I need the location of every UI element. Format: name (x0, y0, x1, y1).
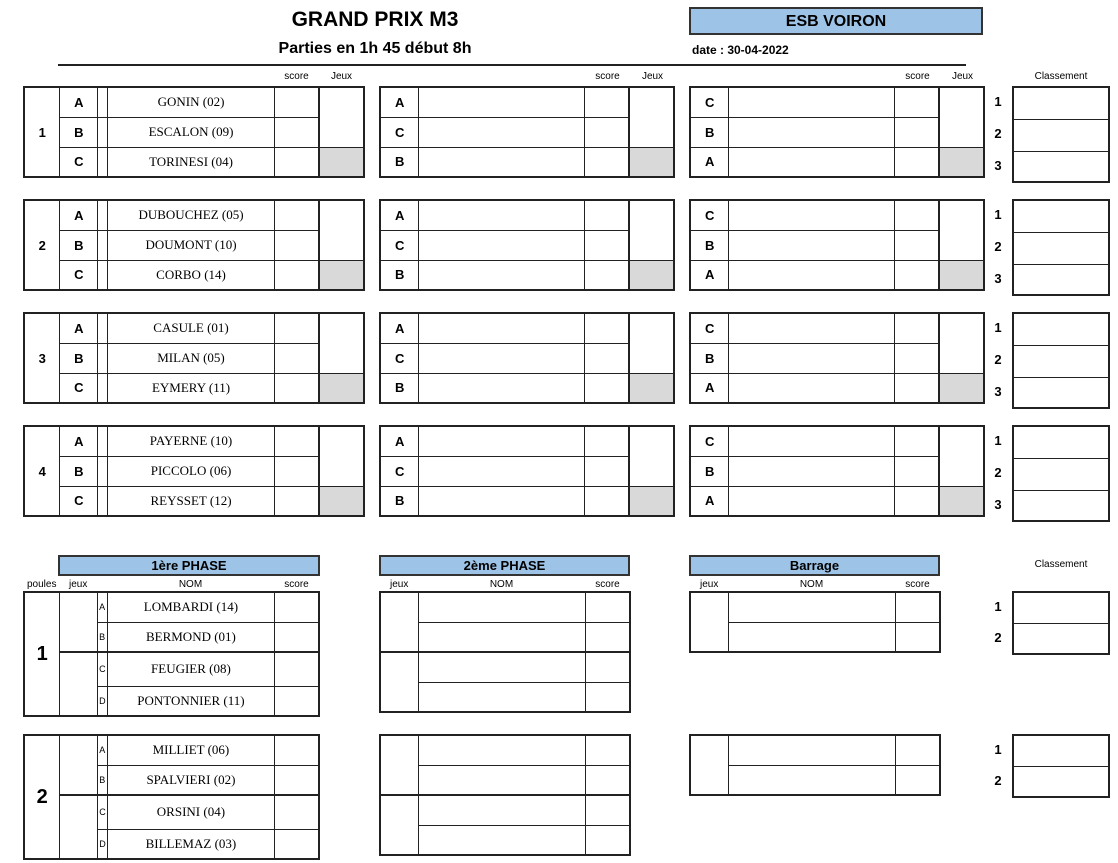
score-cell[interactable] (274, 735, 319, 765)
name-cell[interactable] (729, 486, 895, 516)
jeux-cell[interactable] (319, 313, 364, 373)
jeux-cell[interactable] (60, 652, 98, 716)
name-cell[interactable] (419, 426, 585, 456)
mark-cell[interactable] (98, 147, 108, 177)
score-cell[interactable] (274, 200, 319, 230)
mark-cell[interactable] (98, 260, 108, 290)
group-2-round-2 (379, 199, 675, 291)
jeux-cell[interactable] (380, 795, 419, 855)
score-cell[interactable] (585, 373, 630, 403)
group-4-round-1 (23, 425, 365, 517)
player-name: MILLIET (06) (108, 735, 275, 765)
score-cell[interactable] (585, 765, 630, 795)
group-2-round-3 (689, 199, 985, 291)
name-cell[interactable] (419, 735, 585, 765)
jeux-cell[interactable] (690, 735, 729, 795)
mark-cell[interactable] (98, 200, 108, 230)
jeux-cell[interactable] (60, 735, 98, 795)
score-cell[interactable] (895, 426, 940, 456)
player-letter: C (60, 260, 98, 290)
group-2-round-1 (23, 199, 365, 291)
name-cell[interactable] (729, 343, 895, 373)
group-4-round-3 (689, 425, 985, 517)
score-cell[interactable] (274, 230, 319, 260)
jeux-shaded-cell (939, 373, 984, 403)
player-name: BERMOND (01) (108, 622, 275, 652)
player-name: EYMERY (11) (108, 373, 275, 403)
rank-slot[interactable] (1014, 378, 1108, 407)
score-label: score (905, 579, 930, 590)
player-name: BILLEMAZ (03) (108, 829, 275, 859)
rank-slot[interactable] (1014, 736, 1108, 767)
name-cell[interactable] (419, 313, 585, 343)
player-letter: B (60, 117, 98, 147)
player-letter: A (380, 426, 419, 456)
score-cell[interactable] (895, 117, 940, 147)
rank-number: 2 (994, 239, 1002, 254)
player-letter: C (98, 652, 108, 686)
score-cell[interactable] (585, 147, 630, 177)
final-pool-1-phase-1 (23, 591, 320, 717)
score-cell[interactable] (274, 373, 319, 403)
group-3-round-1 (23, 312, 365, 404)
player-letter: C (690, 426, 729, 456)
final-rank-number: 2 (994, 630, 1002, 645)
name-cell[interactable] (729, 200, 895, 230)
score-cell[interactable] (274, 426, 319, 456)
jeux-shaded-cell (939, 147, 984, 177)
jeux-cell[interactable] (380, 652, 419, 712)
barrage-header: Barrage (689, 555, 940, 576)
player-name: SPALVIERI (02) (108, 765, 275, 795)
score-cell[interactable] (585, 313, 630, 343)
poules-label: poules (27, 579, 57, 590)
rank-slot[interactable] (1014, 88, 1108, 120)
score-cell[interactable] (274, 343, 319, 373)
player-letter: A (98, 735, 108, 765)
score-cell[interactable] (585, 652, 630, 682)
rank-number: 1 (994, 94, 1002, 109)
score-label: score (284, 579, 309, 590)
jeux-cell[interactable] (60, 795, 98, 859)
phase-2-header: 2ème PHASE (379, 555, 630, 576)
score-cell[interactable] (895, 147, 940, 177)
jeux-shaded-cell (319, 373, 364, 403)
final-rank-number: 1 (994, 742, 1002, 757)
mark-cell[interactable] (98, 456, 108, 486)
jeux-shaded-cell (629, 147, 674, 177)
player-name: GONIN (02) (108, 87, 275, 117)
club-banner: ESB VOIRON (689, 7, 983, 35)
jeux-shaded-cell (939, 486, 984, 516)
rank-slot[interactable] (1014, 346, 1108, 378)
player-letter: B (98, 765, 108, 795)
jeux-shaded-cell (319, 147, 364, 177)
rank-slot[interactable] (1014, 314, 1108, 346)
score-cell[interactable] (274, 117, 319, 147)
jeux-cell[interactable] (380, 592, 419, 652)
score-cell[interactable] (585, 426, 630, 456)
name-cell[interactable] (419, 147, 585, 177)
player-letter: D (98, 686, 108, 716)
rank-slot[interactable] (1014, 459, 1108, 491)
player-letter: B (690, 343, 729, 373)
group-3-round-3 (689, 312, 985, 404)
player-letter: A (60, 87, 98, 117)
final-pool-2-ranking-box (1012, 734, 1110, 798)
rank-number: 2 (994, 126, 1002, 141)
jeux-shaded-cell (629, 373, 674, 403)
player-letter: B (60, 343, 98, 373)
jeux-shaded-cell (939, 260, 984, 290)
score-cell[interactable] (585, 456, 630, 486)
nom-label: NOM (178, 579, 203, 590)
name-cell[interactable] (419, 622, 585, 652)
score-cell[interactable] (585, 87, 630, 117)
player-letter: B (380, 147, 419, 177)
player-letter: C (380, 230, 419, 260)
mark-cell[interactable] (98, 486, 108, 516)
jeux-cell[interactable] (629, 313, 674, 373)
pool-number: 2 (24, 200, 60, 290)
player-name: LOMBARDI (14) (108, 592, 275, 622)
name-cell[interactable] (729, 735, 895, 765)
score-cell[interactable] (895, 456, 940, 486)
rank-slot[interactable] (1014, 624, 1108, 653)
player-name: CORBO (14) (108, 260, 275, 290)
jeux-shaded-cell (629, 260, 674, 290)
rank-slot[interactable] (1014, 120, 1108, 152)
score-cell[interactable] (895, 343, 940, 373)
name-cell[interactable] (729, 622, 895, 652)
mark-cell[interactable] (98, 313, 108, 343)
group-3-ranking-box (1012, 312, 1110, 409)
name-cell[interactable] (419, 343, 585, 373)
score-cell[interactable] (895, 230, 940, 260)
player-letter: B (380, 260, 419, 290)
player-letter: A (690, 260, 729, 290)
name-cell[interactable] (729, 456, 895, 486)
score-cell[interactable] (585, 486, 630, 516)
mark-cell[interactable] (98, 426, 108, 456)
score-cell[interactable] (895, 260, 940, 290)
rank-slot[interactable] (1014, 593, 1108, 624)
pool-number: 3 (24, 313, 60, 403)
player-letter: C (690, 200, 729, 230)
group-4-ranking-box (1012, 425, 1110, 522)
rank-slot[interactable] (1014, 201, 1108, 233)
player-letter: A (60, 313, 98, 343)
player-name: DUBOUCHEZ (05) (108, 200, 275, 230)
jeux-label: jeux (700, 579, 719, 590)
date-label: date : 30-04-2022 (692, 43, 789, 57)
player-letter: B (690, 456, 729, 486)
player-letter: C (98, 795, 108, 829)
phase-1-header: 1ère PHASE (58, 555, 320, 576)
name-cell[interactable] (729, 87, 895, 117)
mark-cell[interactable] (98, 87, 108, 117)
player-letter: B (98, 622, 108, 652)
final-pool-1-barrage (689, 591, 941, 653)
jeux-cell[interactable] (60, 592, 98, 652)
player-name: PONTONNIER (11) (108, 686, 275, 716)
jeux-shaded-cell (319, 486, 364, 516)
score-cell[interactable] (274, 456, 319, 486)
pool-number: 1 (24, 87, 60, 177)
rank-slot[interactable] (1014, 152, 1108, 181)
score-cell[interactable] (895, 486, 940, 516)
player-letter: A (690, 373, 729, 403)
player-name: ESCALON (09) (108, 117, 275, 147)
player-letter: A (380, 200, 419, 230)
player-letter: B (380, 486, 419, 516)
player-name: PAYERNE (10) (108, 426, 275, 456)
jeux-label: jeux (390, 579, 409, 590)
score-cell[interactable] (585, 200, 630, 230)
final-pool-number: 1 (24, 592, 60, 716)
mark-cell[interactable] (98, 373, 108, 403)
final-rank-number: 1 (994, 599, 1002, 614)
name-cell[interactable] (419, 260, 585, 290)
final-pool-2-phase-2 (379, 734, 631, 856)
name-cell[interactable] (729, 313, 895, 343)
jeux-cell[interactable] (629, 87, 674, 147)
group-1-round-2 (379, 86, 675, 178)
score-cell[interactable] (585, 825, 630, 855)
player-letter: C (690, 313, 729, 343)
final-pool-2-phase-1 (23, 734, 320, 860)
player-letter: C (380, 343, 419, 373)
nom-label: NOM (489, 579, 514, 590)
player-letter: A (60, 200, 98, 230)
player-letter: C (60, 486, 98, 516)
rank-number: 1 (994, 207, 1002, 222)
name-cell[interactable] (729, 426, 895, 456)
score-cell[interactable] (585, 117, 630, 147)
classement-label: Classement (1034, 71, 1088, 82)
final-pool-1-phase-2 (379, 591, 631, 713)
group-1-round-3 (689, 86, 985, 178)
jeux-cell[interactable] (380, 735, 419, 795)
score-cell[interactable] (585, 592, 630, 622)
jeux-cell[interactable] (690, 592, 729, 652)
final-pool-2-barrage (689, 734, 941, 796)
rank-number: 3 (994, 497, 1002, 512)
name-cell[interactable] (729, 230, 895, 260)
rank-number: 3 (994, 271, 1002, 286)
name-cell[interactable] (419, 592, 585, 622)
score-cell[interactable] (274, 486, 319, 516)
pool-number: 4 (24, 426, 60, 516)
rank-slot[interactable] (1014, 767, 1108, 796)
final-pool-1-ranking-box (1012, 591, 1110, 655)
score-cell[interactable] (895, 200, 940, 230)
final-rank-number: 2 (994, 773, 1002, 788)
score-col-label-3: score (905, 71, 930, 82)
player-letter: A (380, 313, 419, 343)
name-cell[interactable] (419, 373, 585, 403)
player-name: DOUMONT (10) (108, 230, 275, 260)
rank-number: 1 (994, 433, 1002, 448)
name-cell[interactable] (419, 652, 585, 682)
player-letter: B (690, 230, 729, 260)
group-3-round-2 (379, 312, 675, 404)
score-cell[interactable] (585, 735, 630, 765)
player-letter: C (60, 147, 98, 177)
score-cell[interactable] (585, 795, 630, 825)
score-cell[interactable] (274, 592, 319, 622)
player-name: REYSSET (12) (108, 486, 275, 516)
score-cell[interactable] (585, 343, 630, 373)
name-cell[interactable] (419, 87, 585, 117)
header-divider (58, 64, 966, 66)
score-cell[interactable] (895, 622, 940, 652)
rank-slot[interactable] (1014, 233, 1108, 265)
rank-number: 2 (994, 465, 1002, 480)
score-cell[interactable] (895, 373, 940, 403)
score-cell[interactable] (274, 313, 319, 343)
rank-slot[interactable] (1014, 491, 1108, 520)
jeux-cell[interactable] (319, 426, 364, 486)
player-letter: B (60, 456, 98, 486)
player-name: PICCOLO (06) (108, 456, 275, 486)
score-col-label-2: score (595, 71, 620, 82)
score-cell[interactable] (274, 622, 319, 652)
jeux-shaded-cell (629, 486, 674, 516)
score-cell[interactable] (274, 765, 319, 795)
name-cell[interactable] (419, 795, 585, 825)
rank-number: 1 (994, 320, 1002, 335)
name-cell[interactable] (419, 486, 585, 516)
score-cell[interactable] (274, 686, 319, 716)
rank-slot[interactable] (1014, 427, 1108, 459)
jeux-label: jeux (69, 579, 88, 590)
score-cell[interactable] (895, 313, 940, 343)
group-2-ranking-box (1012, 199, 1110, 296)
group-1-round-1 (23, 86, 365, 178)
player-letter: A (60, 426, 98, 456)
jeux-cell[interactable] (939, 200, 984, 260)
name-cell[interactable] (729, 117, 895, 147)
jeux-shaded-cell (319, 260, 364, 290)
score-cell[interactable] (274, 87, 319, 117)
player-letter: C (690, 87, 729, 117)
name-cell[interactable] (729, 765, 895, 795)
rank-number: 3 (994, 384, 1002, 399)
player-letter: C (380, 456, 419, 486)
player-name: ORSINI (04) (108, 795, 275, 829)
score-cell[interactable] (274, 795, 319, 829)
mark-cell[interactable] (98, 117, 108, 147)
player-letter: C (60, 373, 98, 403)
nom-label: NOM (799, 579, 824, 590)
name-cell[interactable] (419, 765, 585, 795)
jeux-cell[interactable] (939, 313, 984, 373)
player-letter: D (98, 829, 108, 859)
group-4-round-2 (379, 425, 675, 517)
score-cell[interactable] (895, 735, 940, 765)
page-title: GRAND PRIX M3 (291, 8, 459, 31)
score-cell[interactable] (585, 230, 630, 260)
score-cell[interactable] (895, 87, 940, 117)
jeux-cell[interactable] (319, 200, 364, 260)
score-cell[interactable] (895, 592, 940, 622)
page-subtitle: Parties en 1h 45 début 8h (278, 40, 472, 57)
player-name: MILAN (05) (108, 343, 275, 373)
score-label: score (595, 579, 620, 590)
player-name: CASULE (01) (108, 313, 275, 343)
score-cell[interactable] (895, 765, 940, 795)
player-letter: A (98, 592, 108, 622)
jeux-cell[interactable] (629, 426, 674, 486)
player-letter: B (380, 373, 419, 403)
player-letter: A (690, 486, 729, 516)
name-cell[interactable] (729, 147, 895, 177)
name-cell[interactable] (729, 260, 895, 290)
mark-cell[interactable] (98, 230, 108, 260)
player-letter: B (60, 230, 98, 260)
score-cell[interactable] (274, 829, 319, 859)
mark-cell[interactable] (98, 343, 108, 373)
score-cell[interactable] (274, 652, 319, 686)
score-cell[interactable] (585, 682, 630, 712)
name-cell[interactable] (419, 825, 585, 855)
player-letter: B (690, 117, 729, 147)
jeux-col-label-2: Jeux (641, 71, 664, 82)
jeux-col-label-1: Jeux (330, 71, 353, 82)
player-letter: C (380, 117, 419, 147)
name-cell[interactable] (419, 230, 585, 260)
final-pool-number: 2 (24, 735, 60, 859)
jeux-cell[interactable] (939, 426, 984, 486)
player-letter: A (380, 87, 419, 117)
name-cell[interactable] (729, 373, 895, 403)
rank-number: 3 (994, 158, 1002, 173)
score-cell[interactable] (585, 260, 630, 290)
rank-number: 2 (994, 352, 1002, 367)
score-cell[interactable] (585, 622, 630, 652)
name-cell[interactable] (419, 456, 585, 486)
jeux-cell[interactable] (629, 200, 674, 260)
rank-slot[interactable] (1014, 265, 1108, 294)
jeux-col-label-3: Jeux (951, 71, 974, 82)
jeux-cell[interactable] (319, 87, 364, 147)
score-cell[interactable] (274, 260, 319, 290)
final-classement-label: Classement (1034, 559, 1088, 570)
jeux-cell[interactable] (939, 87, 984, 147)
name-cell[interactable] (419, 682, 585, 712)
name-cell[interactable] (729, 592, 895, 622)
name-cell[interactable] (419, 117, 585, 147)
player-letter: A (690, 147, 729, 177)
score-cell[interactable] (274, 147, 319, 177)
player-name: TORINESI (04) (108, 147, 275, 177)
score-col-label-1: score (284, 71, 309, 82)
group-1-ranking-box (1012, 86, 1110, 183)
player-name: FEUGIER (08) (108, 652, 275, 686)
name-cell[interactable] (419, 200, 585, 230)
